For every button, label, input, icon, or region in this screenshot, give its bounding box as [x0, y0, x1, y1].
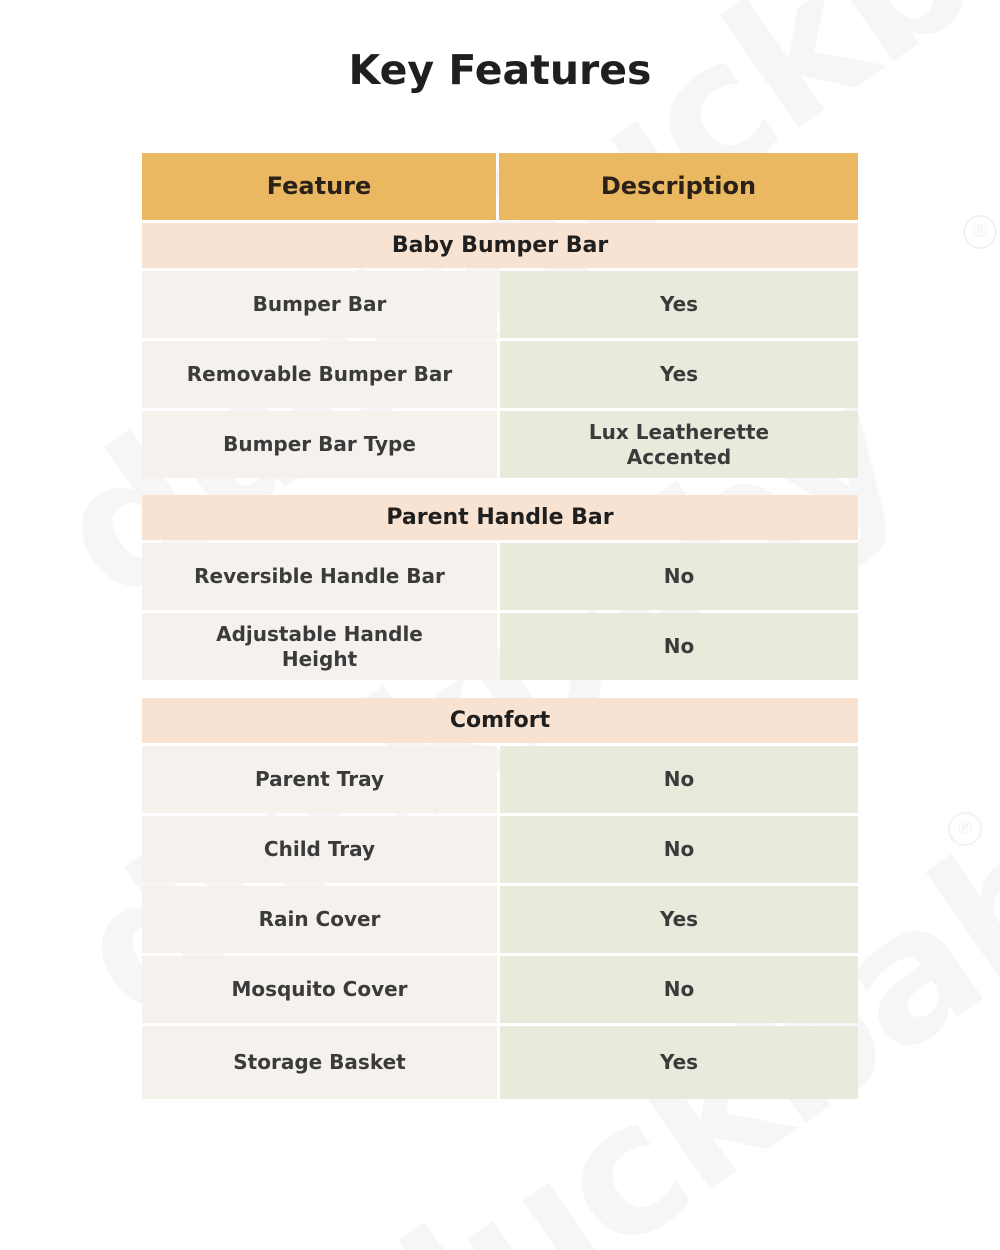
description-cell: Lux Leatherette Accented [500, 411, 858, 478]
registered-mark-icon: ® [948, 812, 982, 846]
feature-cell: Removable Bumper Bar [142, 341, 497, 408]
description-cell: No [500, 543, 858, 610]
table-row [142, 746, 858, 813]
feature-cell: Rain Cover [142, 886, 497, 953]
table-row [142, 543, 858, 610]
table-row [142, 956, 858, 1023]
table-row [142, 886, 858, 953]
table-header-row [142, 153, 858, 220]
table-row [142, 613, 858, 680]
table-row [142, 341, 858, 408]
description-cell: No [500, 613, 858, 680]
table-row [142, 411, 858, 478]
header-feature: Feature [142, 153, 496, 220]
feature-cell: Bumper Bar [142, 271, 497, 338]
feature-cell: Bumper Bar Type [142, 411, 497, 478]
features-table [142, 153, 858, 1102]
section-header-parent-handle-bar: Parent Handle Bar [142, 495, 858, 540]
section-header-baby-bumper-bar: Baby Bumper Bar [142, 223, 858, 268]
registered-mark-icon: ® [963, 215, 997, 249]
table-row [142, 271, 858, 338]
description-cell: No [500, 956, 858, 1023]
description-cell: No [500, 816, 858, 883]
description-cell: No [500, 746, 858, 813]
page-title: Key Features [348, 46, 652, 94]
feature-cell: Adjustable Handle Height [142, 613, 497, 680]
description-cell: Yes [500, 341, 858, 408]
header-description: Description [499, 153, 858, 220]
feature-cell: Mosquito Cover [142, 956, 497, 1023]
table-row [142, 816, 858, 883]
description-cell: Yes [500, 886, 858, 953]
feature-cell: Child Tray [142, 816, 497, 883]
table-row [142, 1026, 858, 1099]
description-cell: Yes [500, 1026, 858, 1099]
description-cell: Yes [500, 271, 858, 338]
feature-cell: Reversible Handle Bar [142, 543, 497, 610]
section-header-comfort: Comfort [142, 698, 858, 743]
feature-cell: Storage Basket [142, 1026, 497, 1099]
feature-cell: Parent Tray [142, 746, 497, 813]
